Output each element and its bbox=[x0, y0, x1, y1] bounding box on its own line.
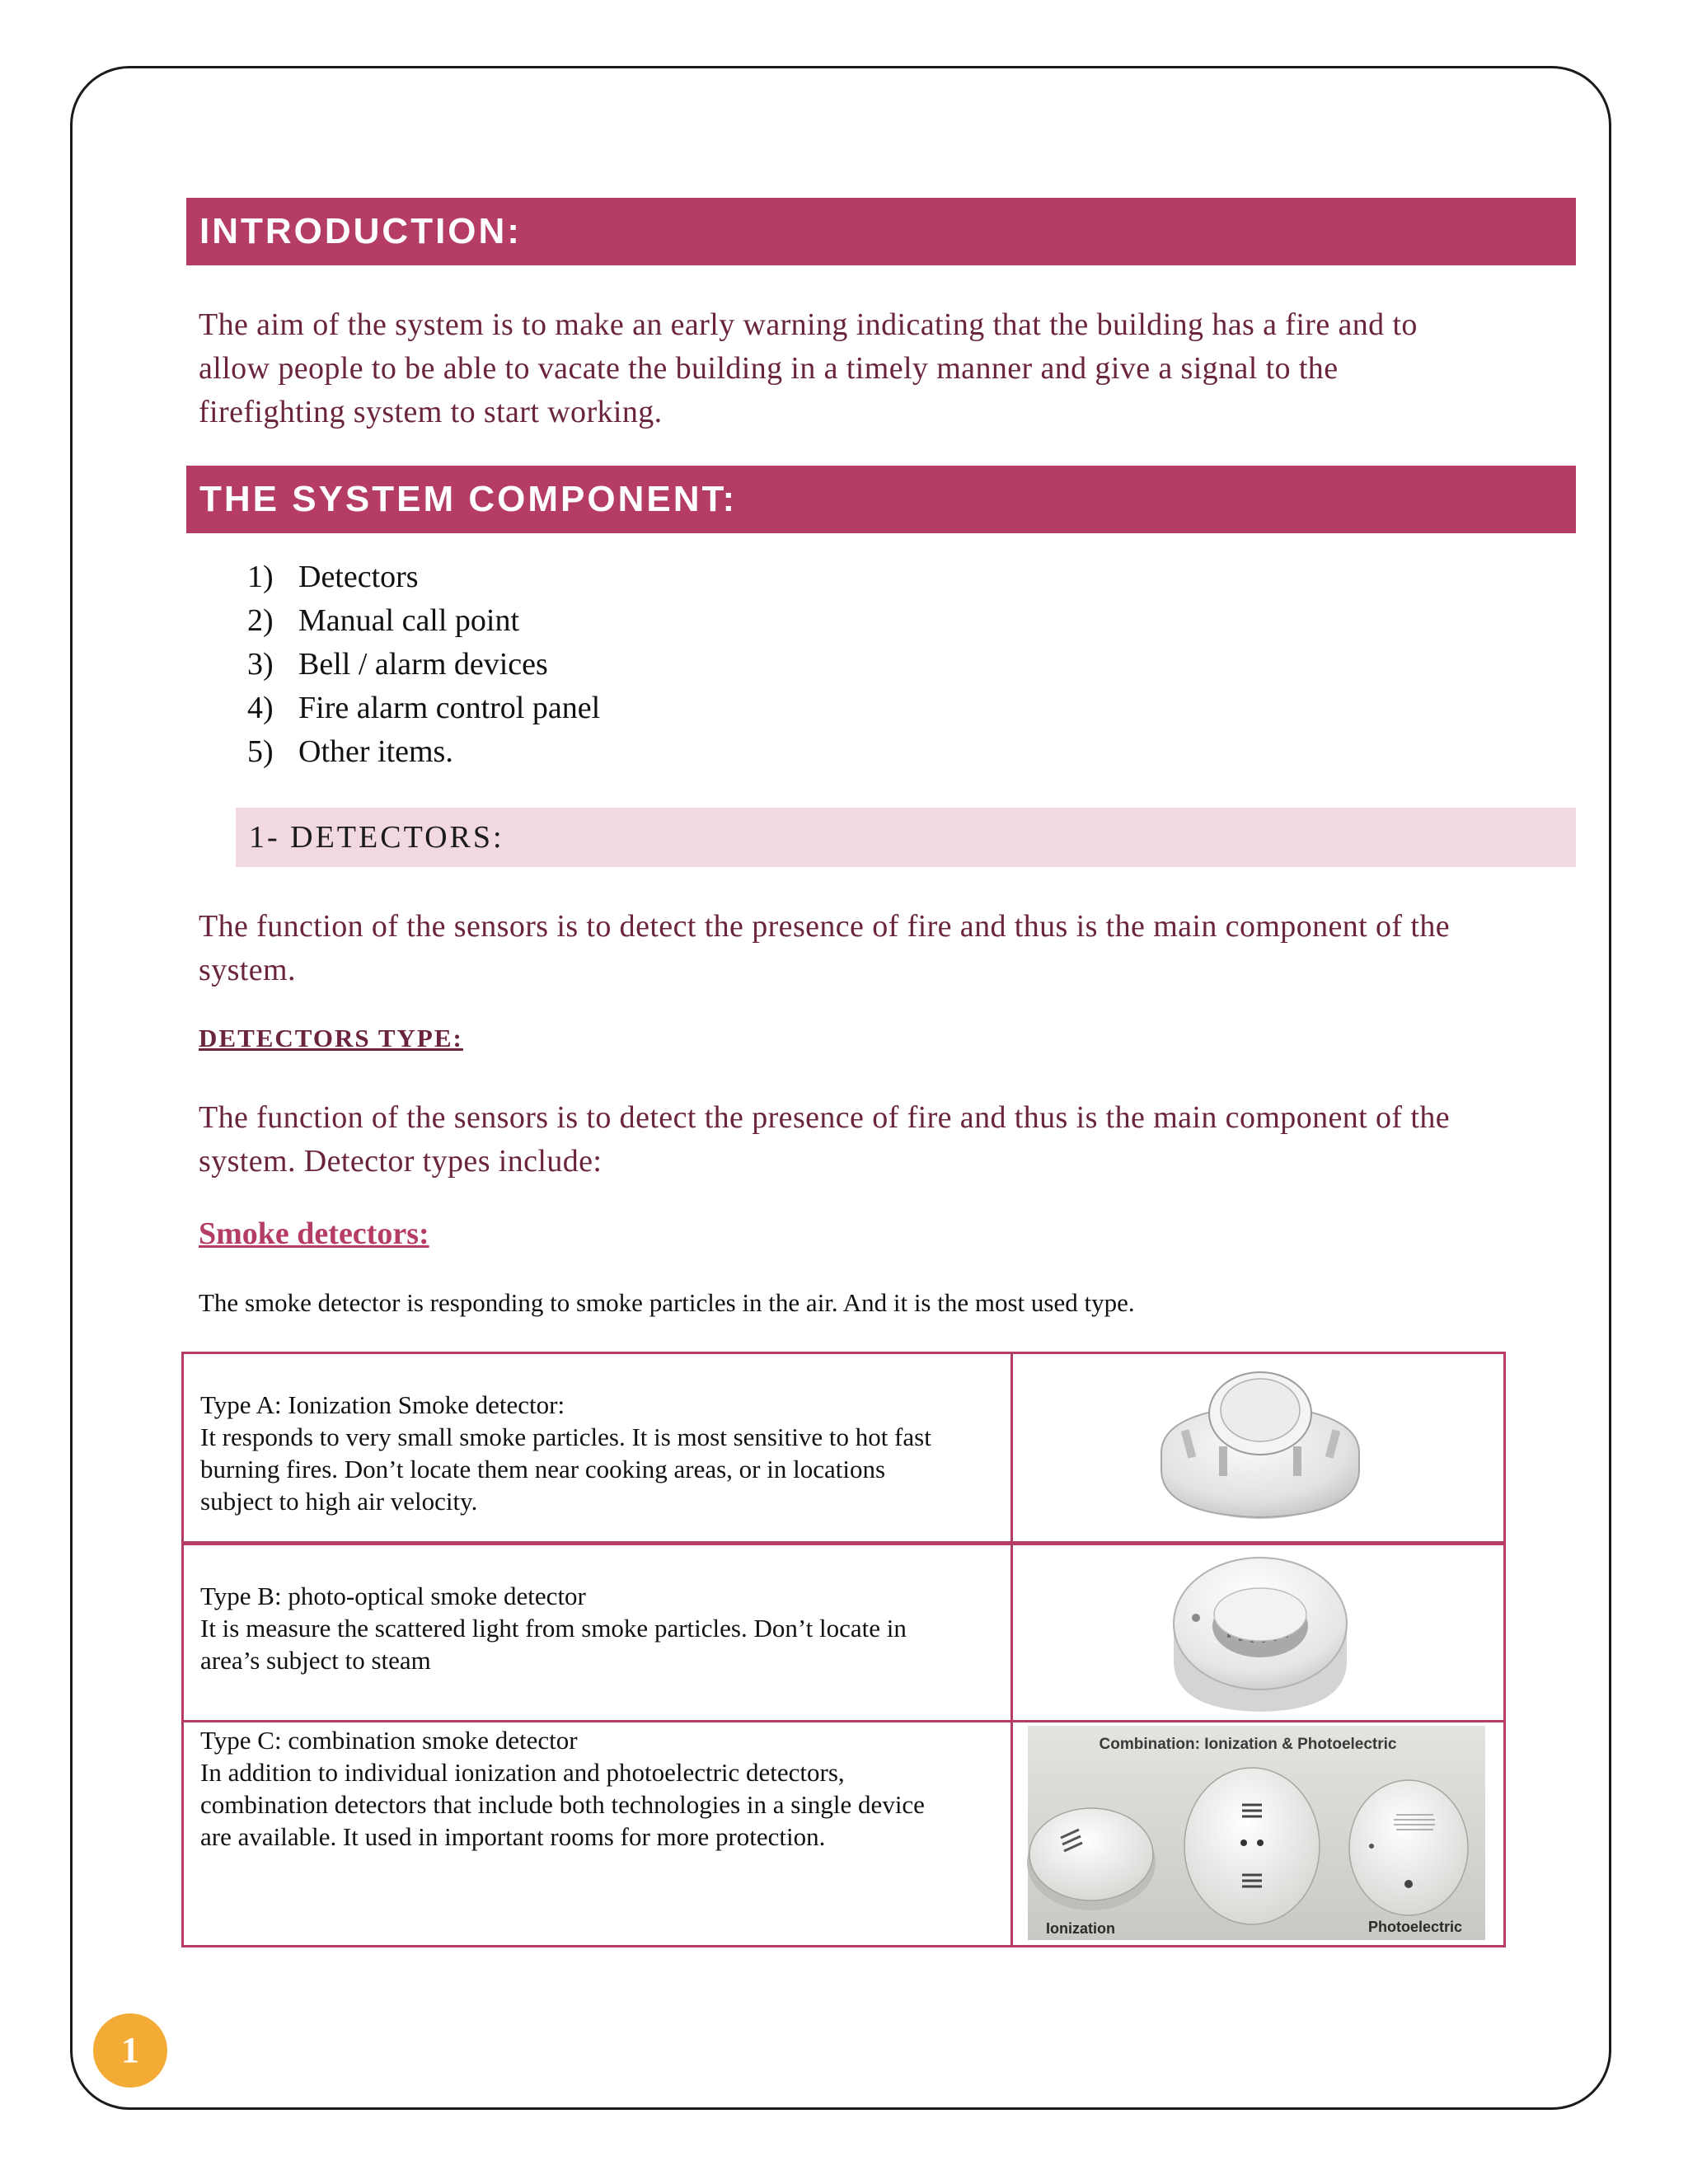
detectors-type-text bbox=[199, 1096, 1567, 1183]
table-row bbox=[184, 1354, 1503, 1545]
cell-line: It responds to very small smoke particles. It is most sensitive to hot fast bbox=[200, 1422, 931, 1451]
list-item-number: 5) bbox=[247, 734, 274, 769]
smoke-detectors-description: The smoke detector is responding to smoke particles in the air. And it is the most used type. bbox=[199, 1288, 1135, 1317]
table-cell-image bbox=[1013, 1545, 1503, 1720]
table-cell-text bbox=[184, 1545, 1013, 1720]
cell-line: Type A: Ionization Smoke detector: bbox=[200, 1390, 565, 1419]
table-cell-text bbox=[184, 1722, 1013, 1945]
intro-line: The aim of the system is to make an early warning indicating that the building has a fire and to bbox=[199, 307, 1418, 342]
table-cell-image bbox=[1013, 1722, 1503, 1945]
combo-image-title: Combination: Ionization & Photoelectric bbox=[1099, 1736, 1397, 1753]
list-item-label: Detectors bbox=[298, 560, 419, 594]
cell-line: Type C: combination smoke detector bbox=[200, 1726, 578, 1755]
component-list bbox=[247, 555, 600, 774]
list-item-number: 1) bbox=[247, 560, 274, 594]
detectors-type-heading: DETECTORS TYPE: bbox=[199, 1024, 463, 1052]
combination-detector-image bbox=[1013, 1722, 1503, 1945]
intro-line: firefighting system to start working. bbox=[199, 395, 663, 429]
function-line: The function of the sensors is to detect the presence of fire and thus is the main component of the bbox=[199, 909, 1450, 944]
page-number-badge: 1 bbox=[93, 2013, 167, 2088]
list-item bbox=[247, 687, 600, 730]
list-item-number: 4) bbox=[247, 691, 274, 725]
detectors-subheading: 1- DETECTORS: bbox=[236, 808, 1576, 867]
table-row bbox=[184, 1545, 1503, 1722]
intro-line: allow people to be able to vacate the building in a timely manner and give a signal to the bbox=[199, 351, 1339, 386]
cell-line: combination detectors that include both technologies in a single device bbox=[200, 1790, 925, 1819]
system-component-heading: THE SYSTEM COMPONENT: bbox=[186, 466, 1576, 533]
list-item-label: Manual call point bbox=[298, 603, 520, 638]
list-item-label: Other items. bbox=[298, 734, 453, 769]
list-item-label: Bell / alarm devices bbox=[298, 647, 548, 682]
table-cell-text bbox=[184, 1354, 1013, 1541]
ionization-detector-image bbox=[1013, 1354, 1503, 1539]
table-row bbox=[184, 1722, 1503, 1945]
type-line: The function of the sensors is to detect the presence of fire and thus is the main component of the bbox=[199, 1100, 1450, 1135]
list-item bbox=[247, 643, 600, 687]
introduction-text bbox=[199, 303, 1567, 434]
cell-line: In addition to individual ionization and photoelectric detectors, bbox=[200, 1758, 845, 1787]
cell-line: subject to high air velocity. bbox=[200, 1487, 478, 1516]
cell-line: area’s subject to steam bbox=[200, 1646, 431, 1675]
cell-line: are available. It used in important rooms for more protection. bbox=[200, 1822, 826, 1851]
list-item bbox=[247, 730, 600, 774]
list-item bbox=[247, 555, 600, 599]
combo-image-right-label: Photoelectric bbox=[1367, 1919, 1462, 1935]
cell-line: burning fires. Don’t locate them near cooking areas, or in locations bbox=[200, 1455, 886, 1483]
detectors-function-text bbox=[199, 905, 1567, 992]
introduction-heading: INTRODUCTION: bbox=[186, 198, 1576, 265]
type-line: system. Detector types include: bbox=[199, 1144, 603, 1179]
combo-image-left-label: Ionization bbox=[1046, 1920, 1115, 1937]
list-item-number: 2) bbox=[247, 603, 274, 638]
list-item bbox=[247, 599, 600, 643]
detector-types-table bbox=[181, 1352, 1506, 1947]
table-cell-image bbox=[1013, 1354, 1503, 1541]
smoke-detectors-heading: Smoke detectors: bbox=[199, 1216, 429, 1251]
photo-optical-detector-image bbox=[1013, 1545, 1503, 1720]
cell-line: It is measure the scattered light from smoke particles. Don’t locate in bbox=[200, 1614, 907, 1643]
function-line: system. bbox=[199, 953, 296, 987]
list-item-number: 3) bbox=[247, 647, 274, 682]
list-item-label: Fire alarm control panel bbox=[298, 691, 601, 725]
cell-line: Type B: photo-optical smoke detector bbox=[200, 1582, 586, 1610]
